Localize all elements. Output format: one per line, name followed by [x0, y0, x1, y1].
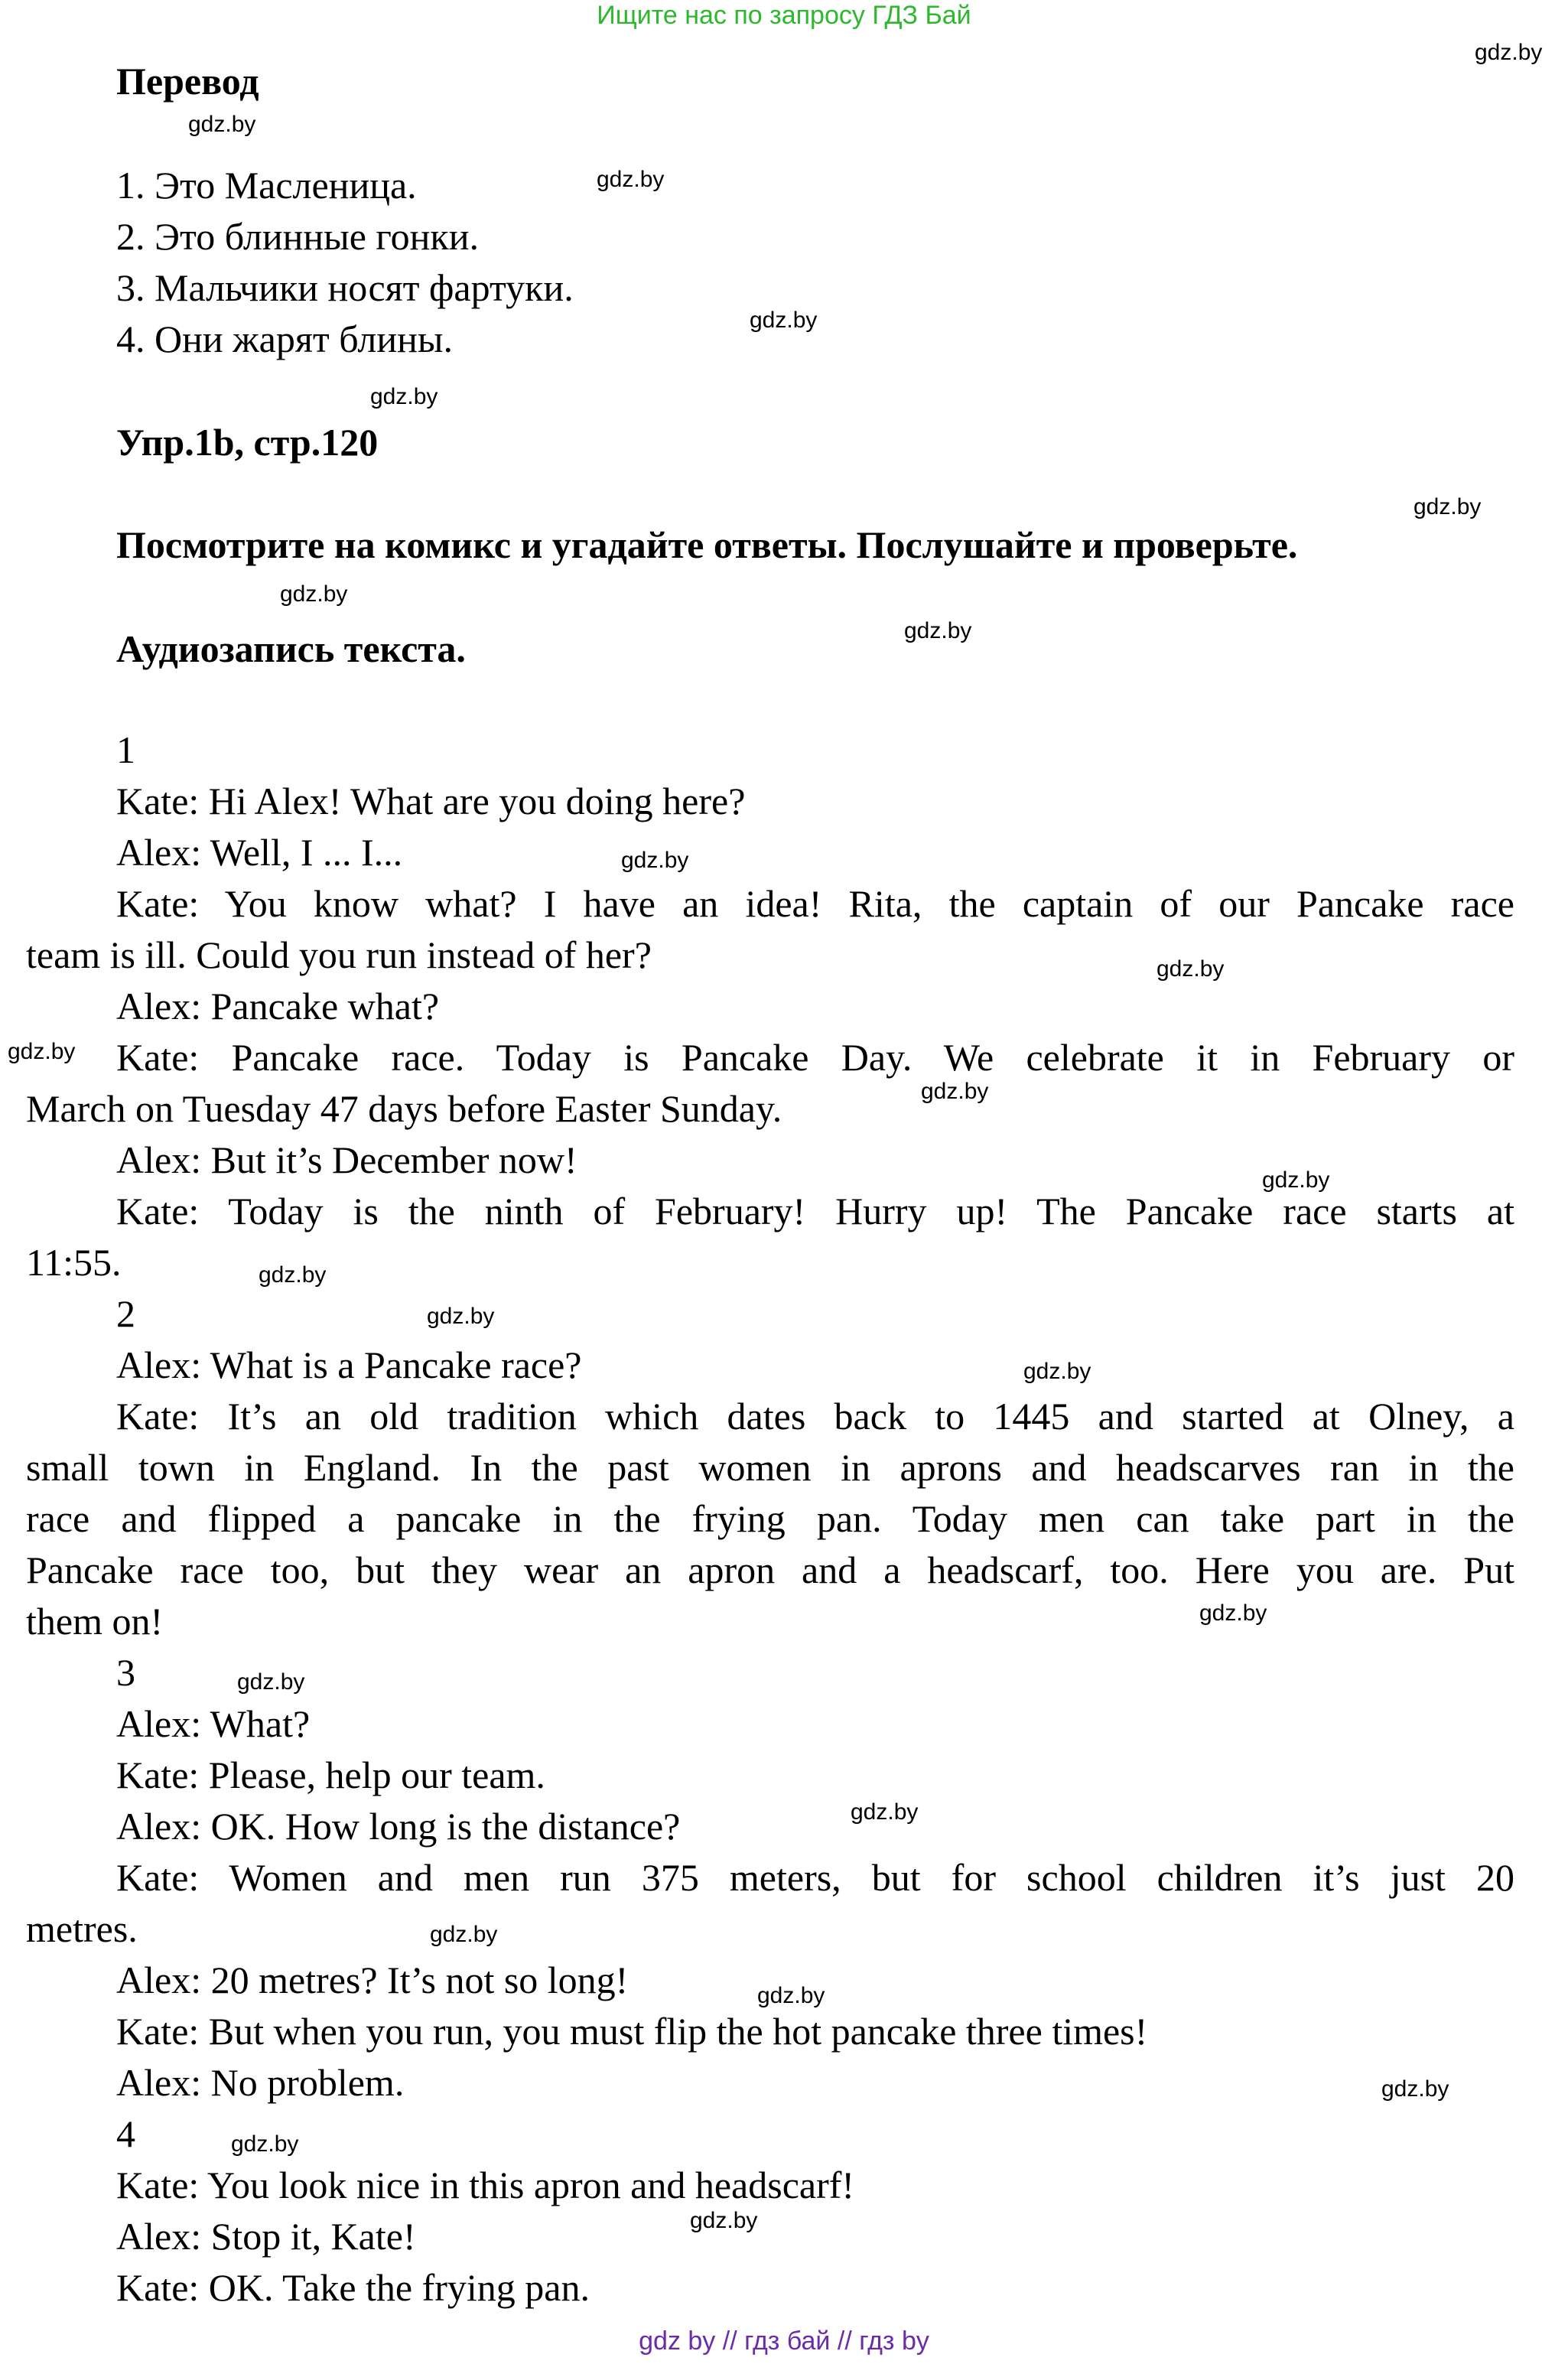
watermark: gdz.by: [259, 1262, 327, 1288]
watermark: gdz.by: [1199, 1600, 1267, 1626]
dialogue-line: race and flipped a pancake in the frying pan. Today men can take part in the: [26, 1497, 1514, 1540]
watermark: gdz.by: [1381, 2076, 1449, 2102]
watermark: gdz.by: [597, 167, 665, 192]
dialogue-line: Alex: No problem.: [116, 2061, 405, 2104]
dialogue-line: Kate: Please, help our team.: [116, 1753, 545, 1796]
watermark: gdz.by: [370, 384, 438, 409]
watermark: gdz.by: [188, 112, 256, 137]
watermark: gdz.by: [757, 1983, 825, 2008]
exercise-instruction: Посмотрите на комикс и угадайте ответы. Послушайте и проверьте.: [116, 523, 1298, 566]
dialogue-line: Kate: You look nice in this apron and headscarf!: [116, 2164, 855, 2206]
watermark: gdz.by: [690, 2208, 758, 2233]
watermark: gdz.by: [1156, 956, 1225, 982]
dialogue-line: metres.: [26, 1907, 138, 1950]
dialogue-line: Alex: Stop it, Kate!: [116, 2215, 416, 2258]
dialogue-line: Alex: What?: [116, 1702, 311, 1745]
watermark: gdz.by: [237, 1669, 305, 1695]
dialogue-line: Kate: OK. Take the frying pan.: [116, 2266, 590, 2309]
dialogue-line: Kate: Pancake race. Today is Pancake Day. We celebrate it in February or: [116, 1036, 1514, 1079]
dialogue-line: Alex: OK. How long is the distance?: [116, 1805, 681, 1848]
scene-number: 4: [116, 2112, 135, 2155]
dialogue-line: Alex: What is a Pancake race?: [116, 1343, 582, 1386]
dialogue-line: Alex: Well, I ... I...: [116, 831, 403, 874]
dialogue-line: Pancake race too, but they wear an apron and a headscarf, too. Here you are. Put: [26, 1548, 1514, 1591]
dialogue-line: Kate: You know what? I have an idea! Rita, the captain of our Pancake race: [116, 882, 1514, 925]
scene-number: 3: [116, 1651, 135, 1694]
bottom-banner: gdz by // гдз бай // гдз by: [639, 2327, 929, 2356]
translation-item: 2. Это блинные гонки.: [116, 215, 479, 258]
dialogue-line: Kate: Today is the ninth of February! Hurry up! The Pancake race starts at: [116, 1190, 1514, 1232]
dialogue-line: team is ill. Could you run instead of her?: [26, 933, 652, 976]
dialogue-line: March on Tuesday 47 days before Easter Sunday.: [26, 1087, 782, 1130]
translation-item: 1. Это Масленица.: [116, 164, 417, 207]
watermark: gdz.by: [1413, 494, 1482, 519]
watermark: gdz.by: [750, 308, 818, 333]
dialogue-line: Kate: But when you run, you must flip the hot pancake three times!: [116, 2010, 1148, 2053]
watermark: gdz.by: [921, 1079, 989, 1104]
watermark: gdz.by: [8, 1039, 76, 1064]
dialogue-line: 11:55.: [26, 1241, 122, 1284]
top-banner: Ищите нас по запросу ГДЗ Бай: [597, 1, 971, 30]
exercise-title: Упр.1b, стр.120: [116, 421, 379, 464]
dialogue-line: Alex: 20 metres? It’s not so long!: [116, 1959, 629, 2001]
watermark: gdz.by: [1475, 40, 1543, 65]
watermark: gdz.by: [904, 618, 972, 643]
dialogue-line: Kate: Hi Alex! What are you doing here?: [116, 780, 746, 822]
translation-item: 3. Мальчики носят фартуки.: [116, 266, 574, 309]
watermark: gdz.by: [851, 1799, 919, 1825]
dialogue-line: Alex: Pancake what?: [116, 985, 440, 1027]
audio-heading: Аудиозапись текста.: [116, 627, 466, 670]
watermark: gdz.by: [1262, 1167, 1330, 1193]
dialogue-line: small town in England. In the past women in aprons and headscarves ran in the: [26, 1446, 1514, 1489]
scene-number: 2: [116, 1292, 135, 1335]
scene-number: 1: [116, 728, 135, 771]
dialogue-line: them on!: [26, 1600, 164, 1643]
watermark: gdz.by: [427, 1304, 495, 1329]
translation-item: 4. Они жарят блины.: [116, 317, 453, 360]
watermark: gdz.by: [621, 848, 689, 873]
dialogue-line: Kate: It’s an old tradition which dates back to 1445 and started at Olney, a: [116, 1395, 1514, 1438]
watermark: gdz.by: [430, 1922, 498, 1947]
dialogue-line: Kate: Women and men run 375 meters, but for school children it’s just 20: [116, 1856, 1514, 1899]
translation-heading: Перевод: [116, 60, 259, 103]
watermark: gdz.by: [231, 2131, 299, 2157]
watermark: gdz.by: [280, 581, 348, 607]
watermark: gdz.by: [1023, 1359, 1091, 1384]
dialogue-line: Alex: But it’s December now!: [116, 1138, 577, 1181]
